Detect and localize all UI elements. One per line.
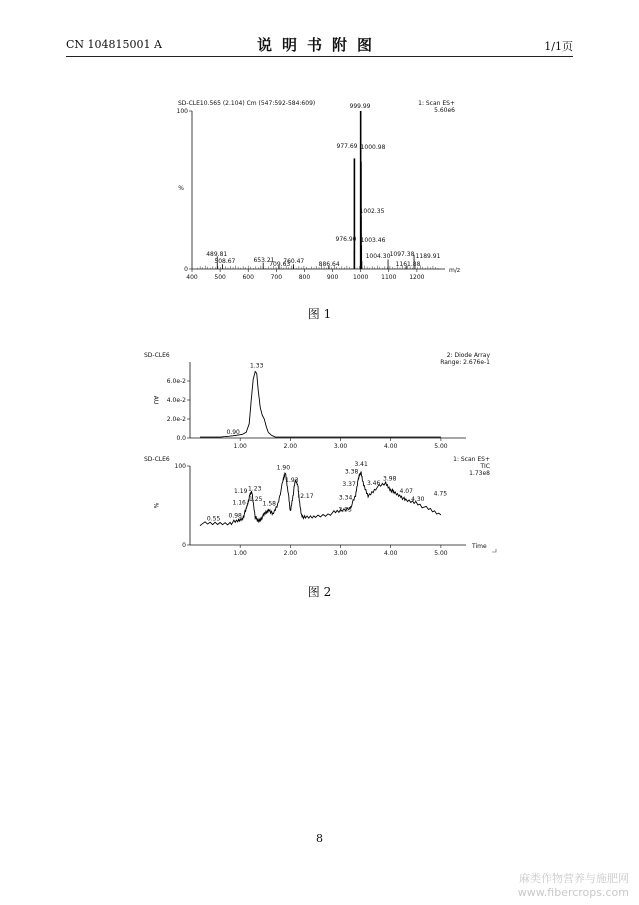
tic-peak-label-6: 1.58 bbox=[262, 500, 276, 508]
watermark-line-1: 麻类作物营养与施肥网 bbox=[519, 872, 629, 885]
tic-peak-label-18: 4.30 bbox=[411, 495, 425, 503]
uv-info-1: Range: 2.676e-1 bbox=[440, 359, 490, 366]
ms-xtick-label-4: 800 bbox=[298, 274, 311, 281]
tic-y-label: % bbox=[152, 502, 159, 509]
ms-peak-label-10: 1002.35 bbox=[359, 208, 385, 215]
ms-xtick-label-1: 500 bbox=[214, 274, 226, 281]
uv-trace bbox=[200, 372, 441, 438]
ms-ytick-label-0: 0 bbox=[184, 266, 188, 273]
uv-peak-label-0: 1.33 bbox=[250, 362, 264, 370]
ms-xtick-label-8: 1200 bbox=[409, 274, 425, 281]
tic-xtick-label-1: 2.00 bbox=[283, 550, 298, 557]
tic-peak-label-10: 3.33 bbox=[338, 506, 352, 514]
ms-peak-label-4: 760.47 bbox=[283, 258, 305, 265]
ms-info-intensity: 5.60e6 bbox=[434, 107, 455, 114]
tic-peak-label-8: 1.93 bbox=[285, 476, 299, 484]
tic-peak-label-19: 4.75 bbox=[433, 490, 448, 498]
ms-info-scan: 1: Scan ES+ bbox=[418, 100, 455, 107]
figure-1-caption: 图 1 bbox=[307, 307, 332, 321]
uv-info-0: 2: Diode Array bbox=[446, 352, 490, 359]
tic-peak-label-14: 3.41 bbox=[354, 461, 368, 469]
uv-ytick-label-1: 2.0e-2 bbox=[166, 416, 186, 423]
tic-info-2: 1.73e8 bbox=[469, 470, 490, 477]
ms-peak-label-6: 976.90 bbox=[335, 236, 357, 243]
uv-y-label: AU bbox=[152, 395, 159, 405]
ms-xtick-label-2: 600 bbox=[242, 274, 254, 281]
uv-xtick-label-3: 4.00 bbox=[384, 443, 398, 450]
ms-peak-label-3: 709.63 bbox=[269, 261, 291, 268]
tic-peak-label-11: 3.34 bbox=[338, 494, 353, 502]
ms-x-label: m/z bbox=[449, 267, 461, 274]
ms-peak-label-2: 653.21 bbox=[253, 257, 275, 264]
tic-return-mark bbox=[492, 549, 496, 552]
tic-peak-label-13: 3.38 bbox=[344, 468, 359, 476]
ms-xtick-label-5: 900 bbox=[326, 274, 339, 281]
tic-peak-label-4: 1.23 bbox=[248, 485, 262, 493]
tic-info-0: 1: Scan ES+ bbox=[453, 456, 490, 463]
tic-peak-label-9: 2.17 bbox=[300, 493, 314, 501]
ms-peak-label-1: 508.67 bbox=[214, 258, 236, 265]
ms-title: SD-CLE10.565 (2.104) Cm (547:592-584:609) bbox=[178, 100, 316, 107]
tic-xtick-label-0: 1.00 bbox=[233, 550, 247, 557]
ms-peak-label-14: 1161.88 bbox=[395, 261, 421, 268]
ms-peak-label-7: 977.69 bbox=[336, 143, 358, 150]
tic-ytick-label-1: 100 bbox=[174, 463, 186, 470]
tic-peak-label-1: 0.98 bbox=[228, 512, 242, 520]
tic-peak-label-12: 3.37 bbox=[342, 480, 356, 488]
tic-info-1: TIC bbox=[480, 463, 490, 470]
ms-xtick-label-6: 1000 bbox=[353, 274, 369, 281]
watermark-line-2: www.fibercrops.com bbox=[517, 886, 629, 899]
ms-peak-label-13: 1097.38 bbox=[389, 251, 415, 258]
ms-peak-label-15: 1189.91 bbox=[415, 253, 441, 260]
figure-2-caption: 图 2 bbox=[307, 585, 332, 599]
tic-xtick-label-4: 5.00 bbox=[434, 550, 448, 557]
uv-ytick-label-2: 4.0e-2 bbox=[166, 397, 186, 404]
ms-y-label: % bbox=[178, 185, 184, 192]
ms-peak-label-0: 489.81 bbox=[206, 251, 228, 258]
tic-peak-label-3: 1.19 bbox=[234, 488, 248, 496]
tic-xtick-label-3: 4.00 bbox=[384, 550, 398, 557]
patent-number: CN 104815001 A bbox=[66, 38, 162, 51]
uv-xtick-label-1: 2.00 bbox=[283, 443, 298, 450]
page-number: 8 bbox=[316, 832, 323, 845]
page-title: 说明书附图 bbox=[256, 36, 382, 54]
tic-peak-label-2: 1.16 bbox=[232, 499, 246, 507]
ms-peak-label-5: 886.64 bbox=[318, 261, 340, 268]
tic-peak-label-15: 3.46 bbox=[366, 479, 381, 487]
tic-title: SD-CLE6 bbox=[144, 456, 170, 463]
uv-ytick-label-0: 0.0 bbox=[176, 435, 186, 442]
tic-peak-label-0: 0.55 bbox=[206, 515, 221, 523]
ms-xtick-label-0: 400 bbox=[186, 274, 198, 281]
ms-ytick-label-1: 100 bbox=[176, 108, 188, 115]
tic-peak-label-16: 3.98 bbox=[383, 475, 397, 483]
ms-xtick-label-7: 1100 bbox=[381, 274, 397, 281]
uv-peak-label-1: 0.90 bbox=[226, 429, 240, 437]
uv-xtick-label-0: 1.00 bbox=[233, 443, 247, 450]
uv-ytick-label-3: 6.0e-2 bbox=[166, 378, 186, 385]
tic-peak-label-17: 4.07 bbox=[399, 487, 413, 495]
uv-title: SD-CLE6 bbox=[144, 352, 170, 359]
tic-peak-label-5: 1.25 bbox=[249, 495, 263, 503]
uv-xtick-label-4: 5.00 bbox=[434, 443, 448, 450]
watermark bbox=[518, 872, 629, 900]
ms-xtick-label-3: 700 bbox=[270, 274, 283, 281]
tic-peak-label-7: 1.90 bbox=[276, 464, 291, 472]
tic-xtick-label-2: 3.00 bbox=[333, 550, 348, 557]
tic-x-label: Time bbox=[472, 543, 487, 550]
ms-peak-label-9: 1000.98 bbox=[360, 144, 386, 151]
tic-ytick-label-0: 0 bbox=[182, 542, 186, 549]
page-indicator: 1/1页 bbox=[544, 40, 573, 53]
ms-peak-label-12: 1004.30 bbox=[365, 253, 391, 260]
uv-xtick-label-2: 3.00 bbox=[333, 443, 348, 450]
ms-peak-label-8: 999.99 bbox=[349, 103, 371, 110]
ms-peak-label-11: 1003.46 bbox=[360, 237, 386, 244]
